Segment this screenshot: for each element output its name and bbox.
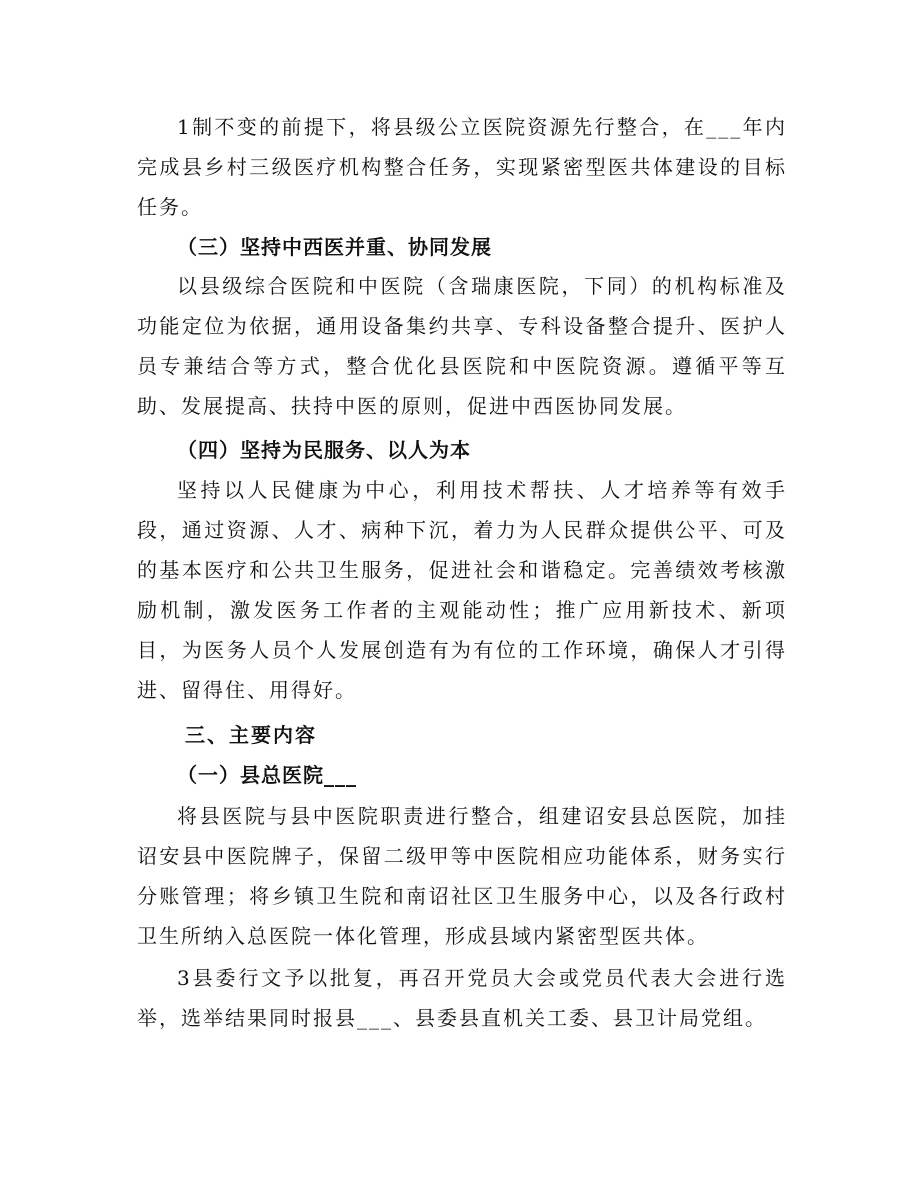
- heading-principle-4: （四）坚持为民服务、以人为本: [177, 438, 471, 462]
- section-heading-main-content: 三、主要内容: [185, 723, 317, 747]
- paragraph-serve-people: 坚持以人民健康为中心，利用技术帮扶、人才培养等有效手段，通过资源、人才、病种下沉，着力为人民群众提供公平、可及的基本医疗和公共卫生服务，促进社会和谐稳定。完善绩效考核激励机制，激发医务工作者的主观能动性；推广应用新技术、新项目，为医务人员个人发展创造有为有位的工作环境，确保人才引得进、留得住、用得好。: [137, 478, 787, 702]
- heading-principle-3: （三）坚持中西医并重、协同发展: [177, 235, 492, 259]
- heading-county-general-hospital: （一）县总医院___: [177, 763, 357, 787]
- paragraph-hospital-integration: 将县医院与县中医院职责进行整合，组建诏安县总医院，加挂诏安县中医院牌子，保留二级甲等中医院相应功能体系，财务实行分账管理；将乡镇卫生院和南诏社区卫生服务中心，以及各行政村卫生所纳入总医院一体化管理，形成县域内紧密型医共体。: [137, 804, 787, 948]
- paragraph-chinese-western-medicine: 以县级综合医院和中医院（含瑞康医院，下同）的机构标准及功能定位为依据，通用设备集约共享、专科设备整合提升、医护人员专兼结合等方式，整合优化县医院和中医院资源。遵循平等互助、发展提高、扶持中医的原则，促进中西医协同发展。: [137, 274, 787, 418]
- paragraph-integration-timeline: 1制不变的前提下，将县级公立医院资源先行整合，在___年内完成县乡村三级医疗机构整合任务，实现紧密型医共体建设的目标任务。: [137, 115, 787, 219]
- paragraph-election-approval: 3县委行文予以批复，再召开党员大会或党员代表大会进行选举，选举结果同时报县___、县委县直机关工委、县卫计局党组。: [137, 966, 787, 1030]
